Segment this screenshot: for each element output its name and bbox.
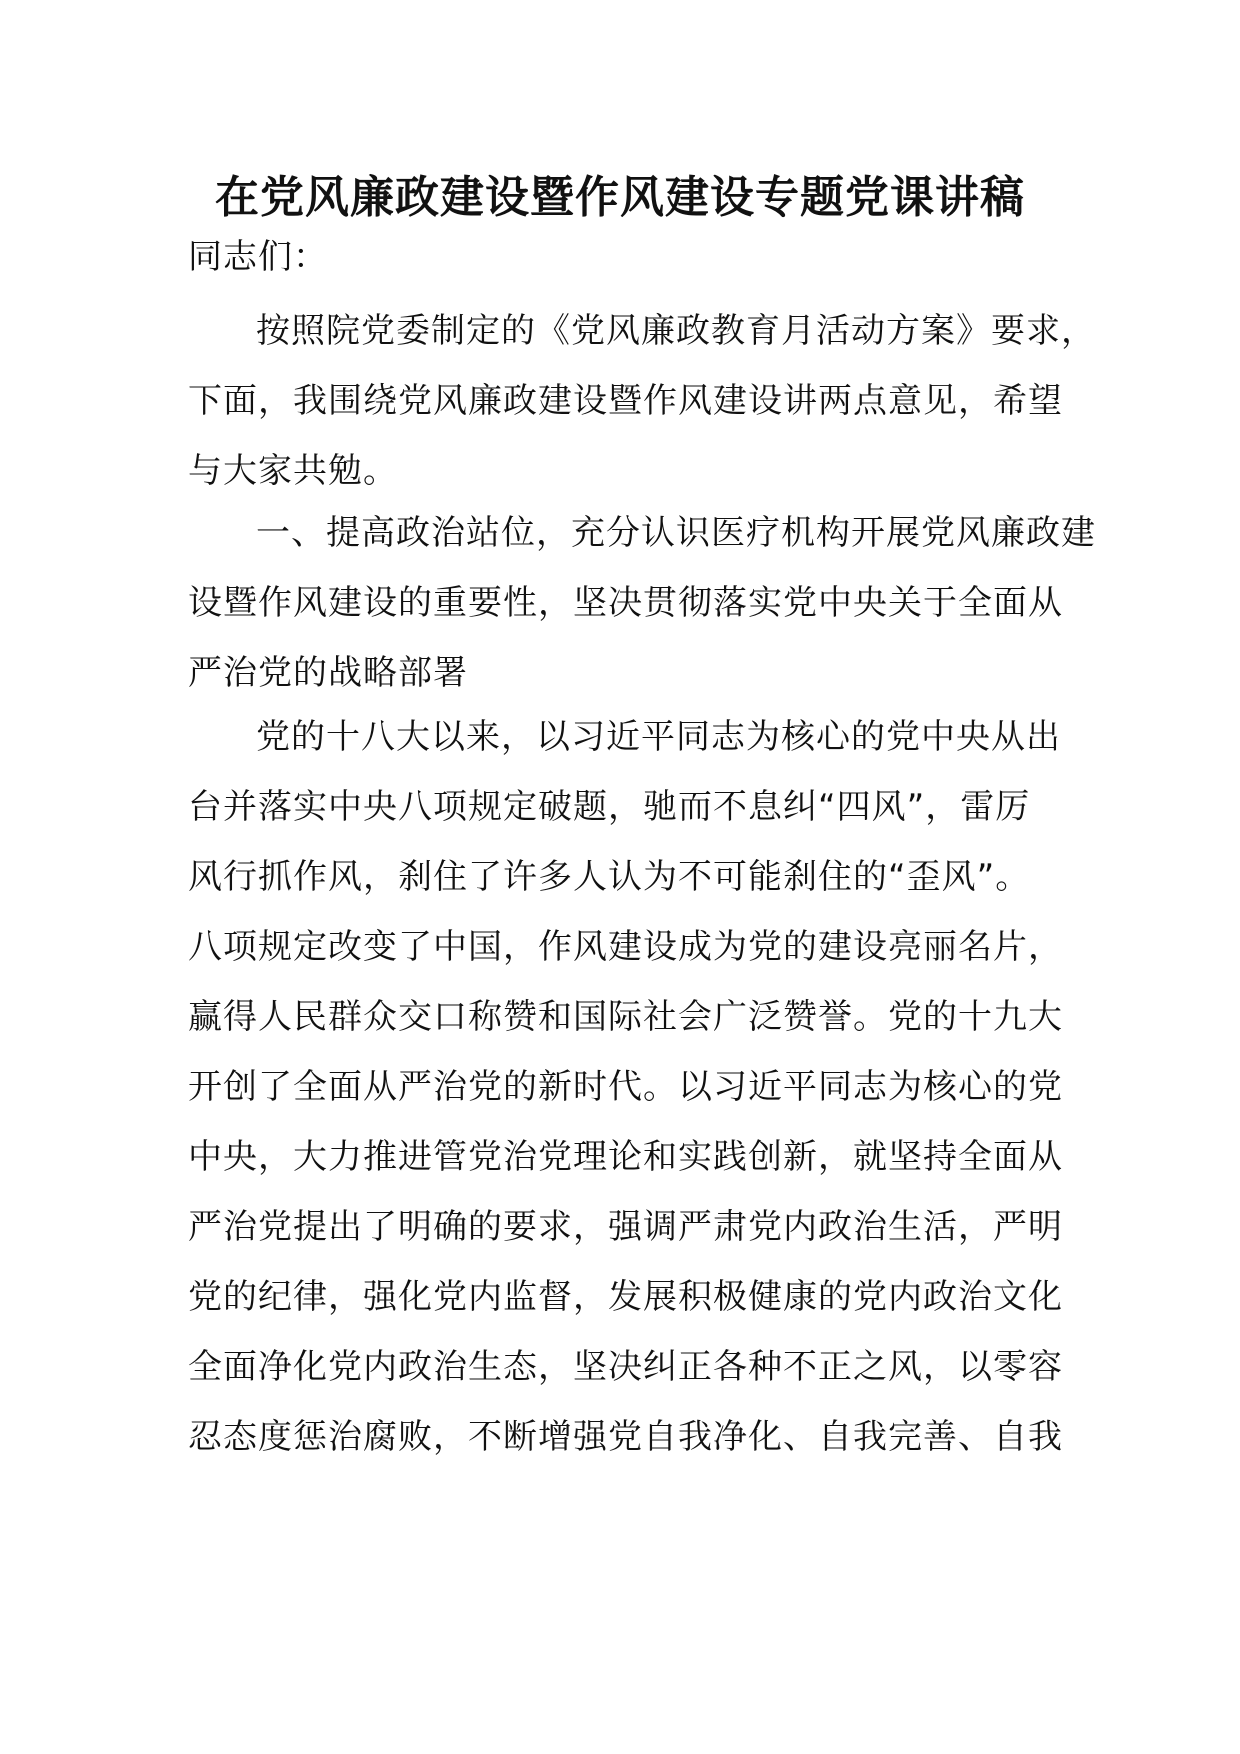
- paragraph-body: [188, 702, 1068, 1472]
- paragraph-line: 台并落实中央八项规定破题，驰而不息纠“四风”，雷厉: [188, 787, 1031, 827]
- paragraph-line: 严治党提出了明确的要求，强调严肃党内政治生活，严明: [188, 1207, 1063, 1247]
- section-heading-1: [188, 498, 1096, 708]
- paragraph-line: 党的十八大以来，以习近平同志为核心的党中央从出: [256, 717, 1061, 757]
- salutation: 同志们：: [188, 237, 328, 277]
- paragraph-line: 忍态度惩治腐败，不断增强党自我净化、自我完善、自我: [188, 1417, 1063, 1457]
- paragraph-line: 中央，大力推进管党治党理论和实践创新，就坚持全面从: [188, 1137, 1063, 1177]
- heading-line: 严治党的战略部署: [188, 653, 468, 693]
- paragraph-line: 八项规定改变了中国，作风建设成为党的建设亮丽名片，: [188, 927, 1063, 967]
- paragraph-line: 开创了全面从严治党的新时代。以习近平同志为核心的党: [188, 1067, 1063, 1107]
- paragraph-line: 全面净化党内政治生态，坚决纠正各种不正之风，以零容: [188, 1347, 1063, 1387]
- paragraph-line: 按照院党委制定的《党风廉政教育月活动方案》要求，: [256, 311, 1096, 351]
- paragraph-line: 与大家共勉。: [188, 451, 398, 491]
- paragraph-line: 风行抓作风，刹住了许多人认为不可能刹住的“歪风”。: [188, 857, 1031, 897]
- heading-line: 一、提高政治站位，充分认识医疗机构开展党风廉政建: [256, 513, 1096, 553]
- paragraph-intro: [188, 296, 1096, 506]
- paragraph-line: 下面，我围绕党风廉政建设暨作风建设讲两点意见，希望: [188, 381, 1063, 421]
- document-title: 在党风廉政建设暨作风建设专题党课讲稿: [215, 172, 1025, 223]
- paragraph-line: 党的纪律，强化党内监督，发展积极健康的党内政治文化: [188, 1277, 1063, 1317]
- heading-line: 设暨作风建设的重要性，坚决贯彻落实党中央关于全面从: [188, 583, 1063, 623]
- paragraph-line: 赢得人民群众交口称赞和国际社会广泛赞誉。党的十九大: [188, 997, 1063, 1037]
